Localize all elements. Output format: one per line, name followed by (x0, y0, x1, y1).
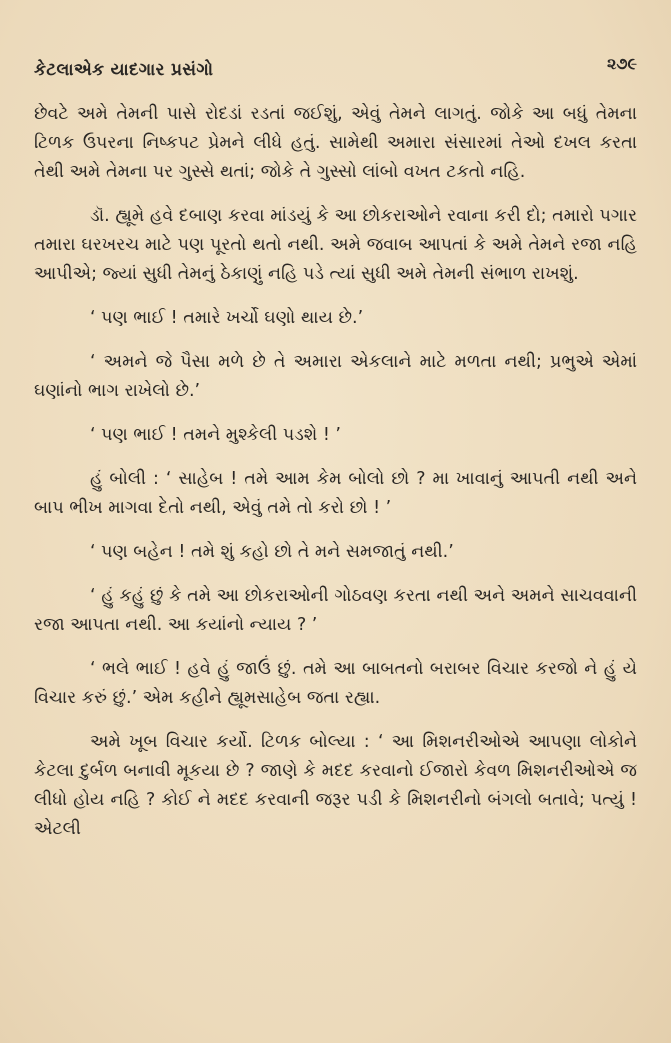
paragraph: ‘ અમને જે પૈસા મળે છે તે અમારા એકલાને માટે મળતા નથી; પ્રભુએ એમાં ઘણાંનો ભાગ રાખેલો છે.’ (34, 352, 637, 401)
paragraph: અમે ખૂબ વિચાર કર્યો. ટિળક બોલ્યા : ‘ આ મિશનરીઓએ આપણા લોકોને કેટલા દુર્બળ બનાવી મૂકયા છે ? જાણે કે મદદ કરવાનો ઈજારો કેવળ મિશનરીઓએ જ લીધો હોય નહિ ? કોઈ ને મદદ કરવાની જરૂર પડી કે મિશનરીનો બંગલો બતાવે; પત્યું ! એટલી (34, 732, 637, 839)
paragraph: ‘ પણ બહેન ! તમે શું કહો છો તે મને સમજાતું નથી.’ (90, 542, 454, 562)
paragraph: છેવટે અમે તેમની પાસે રોદડાં રડતાં જઈશું, એવું તેમને લાગતું. જોકે આ બધું તેમના ટિળક ઉપરના નિષ્કપટ પ્રેમને લીધે હતું. સામેથી અમારા સંસારમાં તેઓ દખલ કરતા તેથી અમે તેમના પર ગુસ્સે થતાં; જોકે તે ગુસ્સો લાંબો વખત ટકતો નહિ. (34, 104, 637, 182)
paragraph: હું બોલી : ‘ સાહેબ ! તમે આમ કેમ બોલો છો ? મા ખાવાનું આપતી નથી અને બાપ ભીખ માગવા દેતો નથી, એવું તમે તો કરો છો ! ’ (34, 469, 637, 518)
page-header (34, 50, 637, 84)
page-number: ૨૭૯ (607, 54, 637, 73)
running-head: કેટલાએક યાદગાર પ્રસંગો (34, 60, 214, 80)
paragraph: ‘ હું કહું છું કે તમે આ છોકરાઓની ગોઠવણ કરતા નથી અને અમને સાચવવાની રજા આપતા નથી. આ કયાંનો ન્યાય ? ’ (34, 586, 637, 635)
paragraph: ‘ ભલે ભાઈ ! હવે હું જાઉં છું. તમે આ બાબતનો બરાબર વિચાર કરજો ને હું યે વિચાર કરું છું.’ એમ કહીને હ્યૂમસાહેબ જતા રહ્યા. (34, 659, 637, 708)
body-text (34, 100, 637, 844)
paragraph: ‘ પણ ભાઈ ! તમને મુશ્કેલી પડશે ! ’ (90, 425, 341, 445)
paragraph: ‘ પણ ભાઈ ! તમારે ખર્ચો ઘણો થાય છે.’ (90, 308, 364, 328)
paragraph: ડૉ. હ્યૂમે હવે દબાણ કરવા માંડયું કે આ છોકરાઓને રવાના કરી દો; તમારો પગાર તમારા ઘરખરચ માટે પણ પૂરતો થતો નથી. અમે જવાબ આપતાં કે અમે તેમને રજા નહિ આપીએ; જ્યાં સુધી તેમનું ઠેકાણું નહિ પડે ત્યાં સુધી અમે તેમની સંભાળ રાખશું. (34, 206, 637, 284)
